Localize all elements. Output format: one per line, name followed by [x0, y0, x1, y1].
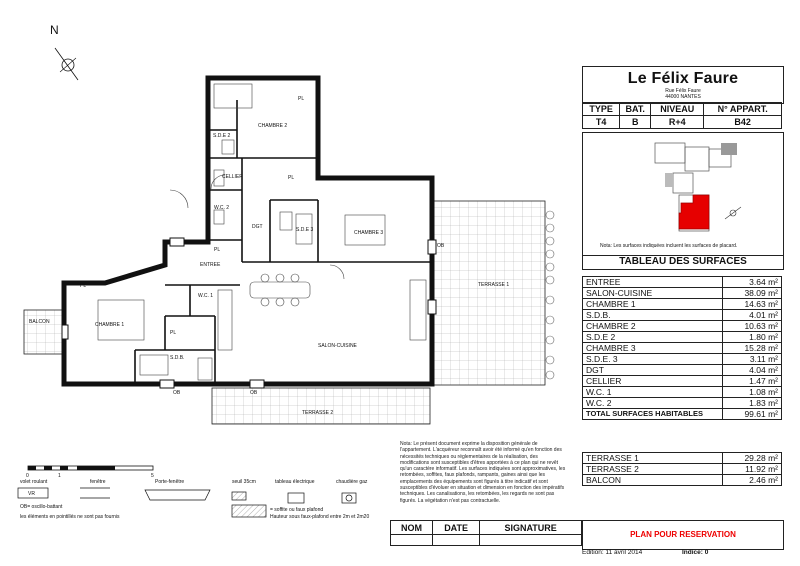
table-row	[583, 475, 782, 486]
scale-tick-label: 0	[26, 473, 29, 479]
room-label-chambre3: CHAMBRE 3	[354, 230, 384, 236]
table-row-total	[583, 409, 782, 420]
info-header-niveau: NIVEAU	[651, 103, 704, 116]
building-location-icon	[583, 133, 783, 255]
room-label-terrasse2: TERRASSE 2	[302, 410, 334, 416]
legend-vr: VR	[28, 491, 35, 497]
surface-value: 4.04 m²	[723, 365, 782, 376]
surface-value: 3.64 m²	[723, 277, 782, 288]
room-label-sde3: S.D.E 3	[296, 227, 314, 233]
table-row	[583, 321, 782, 332]
apartment-info-table	[582, 102, 782, 129]
surface-value: 3.11 m²	[723, 354, 782, 365]
surfaces-title: TABLEAU DES SURFACES	[582, 255, 784, 270]
room-label-entree: ENTREE	[200, 262, 221, 268]
legend-hauteur: Hauteur sous faux-plafond entre 2m et 2m20	[270, 514, 370, 520]
table-row	[583, 387, 782, 398]
surface-value: 11.92 m²	[723, 464, 782, 475]
room-label-sde2: S.D.E 2	[213, 133, 231, 139]
compass-icon	[55, 48, 78, 80]
closet-label-pl: PL	[170, 330, 177, 336]
surfaces-table	[582, 276, 782, 420]
terrasse2-area	[212, 388, 430, 424]
surface-label: CHAMBRE 3	[583, 343, 723, 354]
signature-cell-date[interactable]	[432, 535, 479, 546]
signature-header-date: DATE	[432, 521, 479, 535]
mini-plan-note: Nota: Les surfaces indiquées incluent les surfaces de placard.	[600, 243, 738, 249]
exterior-surfaces-table	[582, 452, 782, 486]
surface-label: CHAMBRE 1	[583, 299, 723, 310]
scale-tick-label: 5	[151, 473, 154, 479]
table-row	[583, 376, 782, 387]
signature-table	[390, 520, 582, 546]
legend-porte-fenetre: Porte-fenêtre	[155, 479, 185, 485]
legend-ob-note: OB= oscillo-battant	[20, 504, 63, 510]
signature-header-signature: SIGNATURE	[480, 521, 582, 535]
table-row	[583, 464, 782, 475]
window-label-ob: OB	[437, 243, 445, 249]
signature-header-nom: NOM	[391, 521, 433, 535]
scale-bar-icon	[28, 466, 153, 470]
closet-label-pl: PL	[298, 96, 305, 102]
room-label-sdb: S.D.B.	[170, 355, 185, 361]
signature-cell-nom[interactable]	[391, 535, 433, 546]
legend-pointilles: les éléments en pointillés ne sont pas fournis	[20, 514, 120, 520]
title-block	[582, 66, 784, 104]
room-label-wc2: W.C. 2	[214, 205, 230, 211]
table-row	[583, 332, 782, 343]
info-value-type: T4	[583, 116, 620, 129]
legend-fenetre: fenêtre	[90, 479, 106, 485]
total-value: 99.61 m²	[723, 409, 782, 420]
surface-label: S.D.B.	[583, 310, 723, 321]
plan-status-label: PLAN POUR RESERVATION	[582, 520, 784, 550]
surface-label: CHAMBRE 2	[583, 321, 723, 332]
surface-value: 10.63 m²	[723, 321, 782, 332]
surface-value: 38.09 m²	[723, 288, 782, 299]
table-row	[583, 354, 782, 365]
surface-label: ENTREE	[583, 277, 723, 288]
balcon-area	[24, 310, 66, 354]
room-label-cellier: CELLIER	[222, 174, 243, 180]
surface-value: 1.08 m²	[723, 387, 782, 398]
room-label-wc1: W.C. 1	[198, 293, 214, 299]
surface-value: 2.46 m²	[723, 475, 782, 486]
indice-label: Indice: 0	[682, 549, 709, 556]
surface-label: S.D.E 2	[583, 332, 723, 343]
room-label-terrasse1: TERRASSE 1	[478, 282, 510, 288]
legend-seuil: seuil 35cm	[232, 479, 256, 485]
table-row	[583, 343, 782, 354]
surface-value: 1.83 m²	[723, 398, 782, 409]
legend-chaudiere: chaudière gaz	[336, 479, 368, 485]
info-value-bat: B	[620, 116, 651, 129]
legend-tableau: tableau électrique	[275, 479, 315, 485]
surface-value: 15.28 m²	[723, 343, 782, 354]
legend-volet: volet roulant	[20, 479, 48, 485]
closet-label-pl: PL	[214, 247, 221, 253]
surface-value: 1.47 m²	[723, 376, 782, 387]
edition-date: Edition: 11 avril 2014	[582, 549, 643, 556]
table-row	[583, 288, 782, 299]
surface-value: 4.01 m²	[723, 310, 782, 321]
total-label: TOTAL SURFACES HABITABLES	[583, 409, 723, 420]
room-label-chambre2: CHAMBRE 2	[258, 123, 288, 129]
window-label-ob: OB	[173, 390, 181, 396]
scale-tick-label: 1	[58, 473, 61, 479]
table-row	[583, 453, 782, 464]
signature-cell-signature[interactable]	[480, 535, 582, 546]
info-header-bat: BAT.	[620, 103, 651, 116]
surface-label: W.C. 1	[583, 387, 723, 398]
info-header-type: TYPE	[583, 103, 620, 116]
legend-soffite: = soffite ou faux plafond	[270, 507, 324, 513]
legal-notes: Nota: Le présent document exprime la disposition générale de l'appartement. L'acquéreur reconnaît avoir été informé qu'en fonction des nécessités techniques ou réglementaires de la réalisation, des modifications sont susceptibles d'êtres apportées à ce plan qui ne revêt qu'un caractère informatif. Les surfaces indiquées sont approximatives, les retombées, soffites, faux plafonds, rampants, gaines ainsi que les emplacements des équipements sont figurés à titre indicatif et sont susceptibles d'évoluer en situation et dimension en fonction des impératifs techniques. Les canalisations, les retombées, les regards ne sont pas figurés. La végétation n'est pas contractuelle.	[400, 441, 566, 504]
surface-value: 29.28 m²	[723, 453, 782, 464]
location-mini-plan	[582, 132, 784, 256]
table-row	[583, 365, 782, 376]
room-label-balcon: BALCON	[29, 319, 50, 325]
info-header-appart: N° APPART.	[704, 103, 782, 116]
surface-value: 14.63 m²	[723, 299, 782, 310]
address-line1: Rue Félix Faure	[665, 88, 701, 94]
surface-label: BALCON	[583, 475, 723, 486]
room-label-dgt: DGT	[252, 224, 263, 230]
closet-label-pl: PL	[288, 175, 295, 181]
table-row	[583, 398, 782, 409]
compass-north-label: N	[50, 23, 59, 37]
surface-label: W.C. 2	[583, 398, 723, 409]
room-label-salon: SALON-CUISINE	[318, 343, 357, 349]
table-row	[583, 277, 782, 288]
surface-label: TERRASSE 1	[583, 453, 723, 464]
terrasse1-area	[432, 201, 545, 385]
surface-value: 1.80 m²	[723, 332, 782, 343]
closet-label-pl: PL	[80, 283, 87, 289]
table-row	[583, 310, 782, 321]
window-label-ob: OB	[250, 390, 258, 396]
table-row	[583, 299, 782, 310]
surface-label: DGT	[583, 365, 723, 376]
surface-label: SALON-CUISINE	[583, 288, 723, 299]
info-value-niveau: R+4	[651, 116, 704, 129]
room-label-chambre1: CHAMBRE 1	[95, 322, 125, 328]
surface-label: S.D.E. 3	[583, 354, 723, 365]
address-line2: 44000 NANTES	[665, 94, 701, 100]
residence-title: Le Félix Faure	[627, 70, 739, 87]
surface-label: CELLIER	[583, 376, 723, 387]
info-value-appart: B42	[704, 116, 782, 129]
surface-label: TERRASSE 2	[583, 464, 723, 475]
